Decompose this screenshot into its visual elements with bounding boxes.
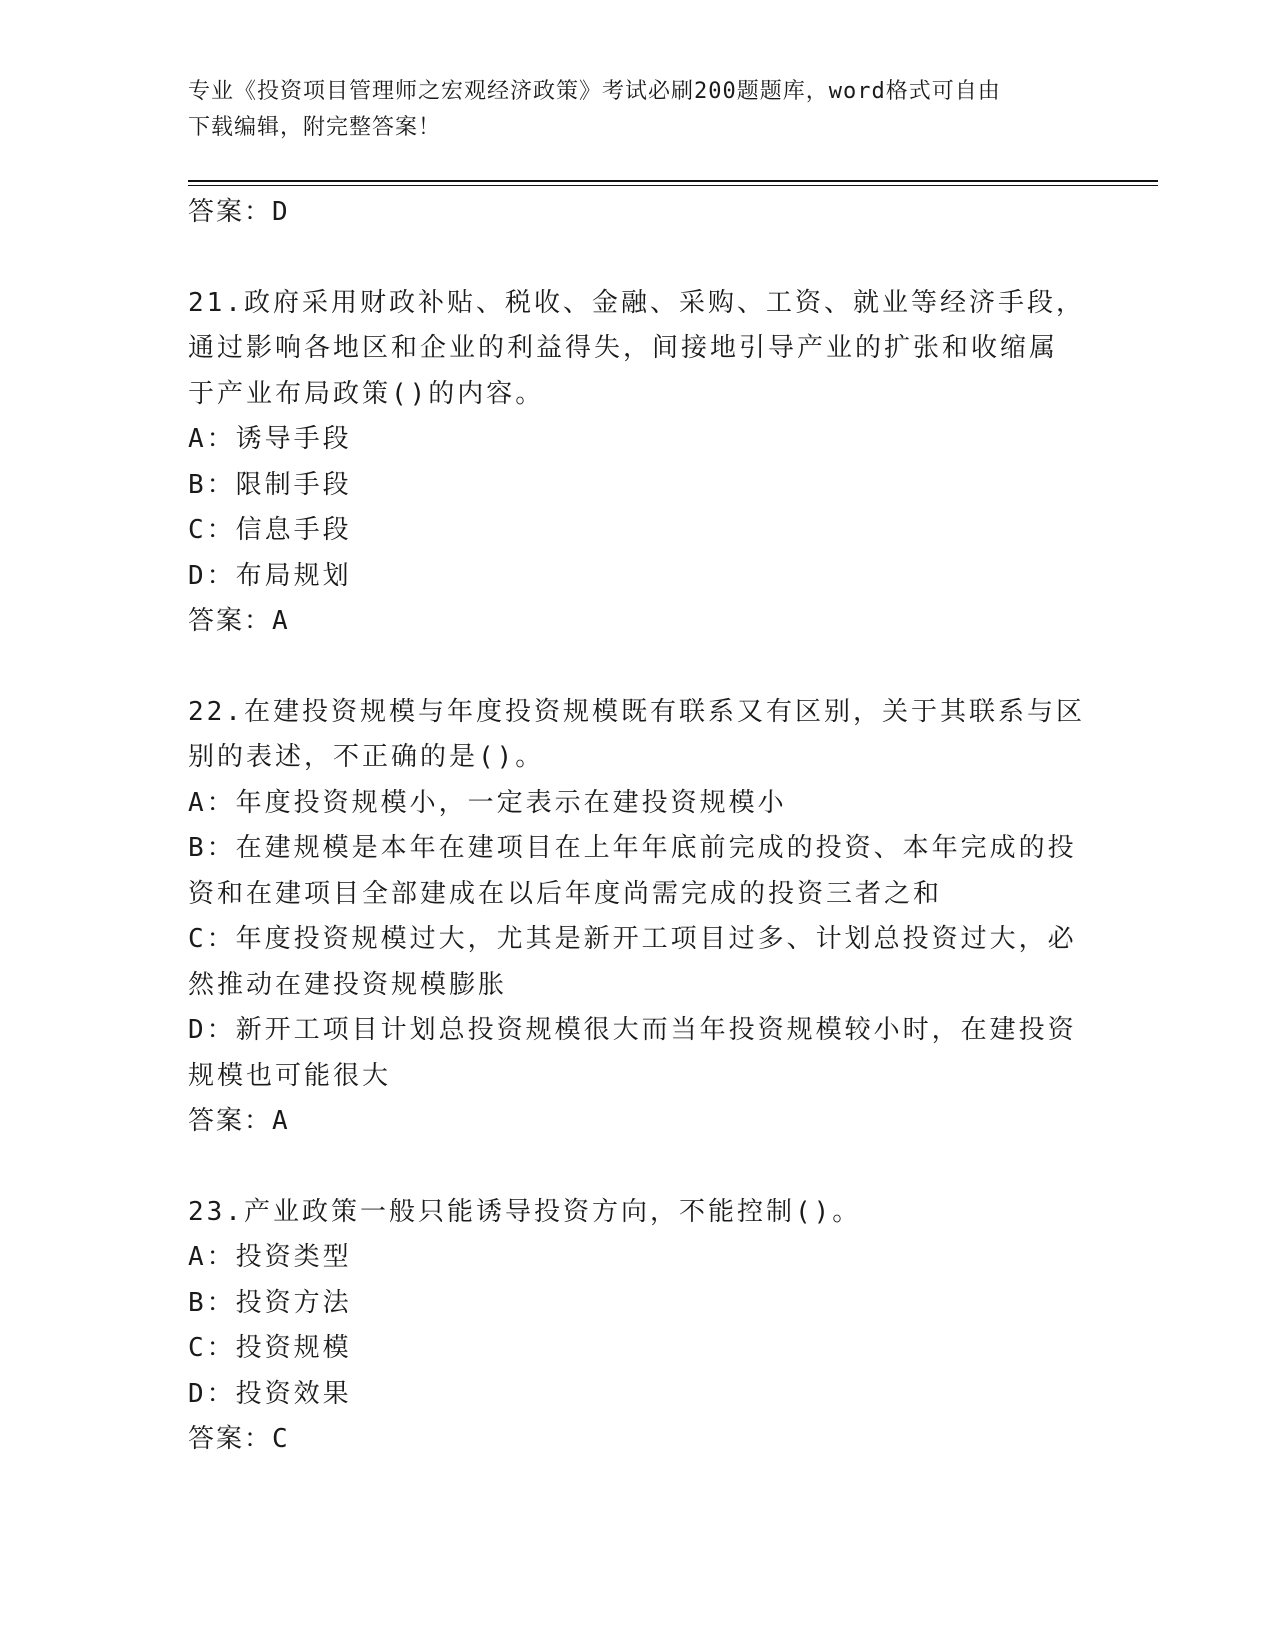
answer-line: 答案：C bbox=[188, 1424, 290, 1454]
option-b: B：在建规模是本年在建项目在上年年底前完成的投资、本年完成的投 bbox=[188, 833, 1077, 863]
spacer bbox=[188, 645, 1088, 690]
header-line-2: 下载编辑，附完整答案！ bbox=[188, 115, 442, 140]
question-block-22 bbox=[188, 690, 1088, 1145]
question-stem-line: 21.政府采用财政补贴、税收、金融、采购、工资、就业等经济手段， bbox=[188, 287, 1085, 318]
question-stem-line: 别的表述，不正确的是()。 bbox=[188, 742, 545, 772]
spacer bbox=[188, 1145, 1088, 1190]
header-rule-thin bbox=[188, 185, 1158, 186]
option-d-continued: 规模也可能很大 bbox=[188, 1060, 392, 1091]
option-c: C：年度投资规模过大，尤其是新开工项目过多、计划总投资过大，必 bbox=[188, 924, 1077, 954]
question-block-23 bbox=[188, 1190, 1088, 1463]
option-d: D：投资效果 bbox=[188, 1378, 352, 1409]
document-header bbox=[188, 74, 1068, 146]
option-a: A：年度投资规模小，一定表示在建投资规模小 bbox=[188, 787, 787, 818]
option-a: A：诱导手段 bbox=[188, 424, 352, 454]
option-c: C：投资规模 bbox=[188, 1333, 352, 1363]
option-c-continued: 然推动在建投资规模膨胀 bbox=[188, 969, 508, 1000]
answer-line: 答案：A bbox=[188, 1106, 290, 1136]
option-b: B：限制手段 bbox=[188, 469, 352, 500]
option-d: D：布局规划 bbox=[188, 560, 352, 591]
previous-answer: 答案：D bbox=[188, 197, 290, 227]
document-body bbox=[188, 190, 1088, 1463]
question-block-21 bbox=[188, 281, 1088, 645]
option-b: B：投资方法 bbox=[188, 1287, 352, 1318]
question-stem-line: 22.在建投资规模与年度投资规模既有联系又有区别，关于其联系与区 bbox=[188, 696, 1085, 727]
spacer bbox=[188, 236, 1088, 281]
option-b-continued: 资和在建项目全部建成在以后年度尚需完成的投资三者之和 bbox=[188, 878, 943, 909]
header-line-1: 专业《投资项目管理师之宏观经济政策》考试必刷200题题库，word格式可自由 bbox=[188, 79, 1001, 104]
header-rule-thick bbox=[188, 180, 1158, 182]
answer-line: 答案：A bbox=[188, 606, 290, 636]
question-stem-line: 通过影响各地区和企业的利益得失，间接地引导产业的扩张和收缩属 bbox=[188, 333, 1059, 363]
question-stem-line: 23.产业政策一般只能诱导投资方向，不能控制()。 bbox=[188, 1196, 862, 1227]
option-c: C：信息手段 bbox=[188, 515, 352, 545]
option-a: A：投资类型 bbox=[188, 1242, 352, 1272]
question-stem-line: 于产业布局政策()的内容。 bbox=[188, 378, 545, 409]
option-d: D：新开工项目计划总投资规模很大而当年投资规模较小时，在建投资 bbox=[188, 1015, 1077, 1045]
